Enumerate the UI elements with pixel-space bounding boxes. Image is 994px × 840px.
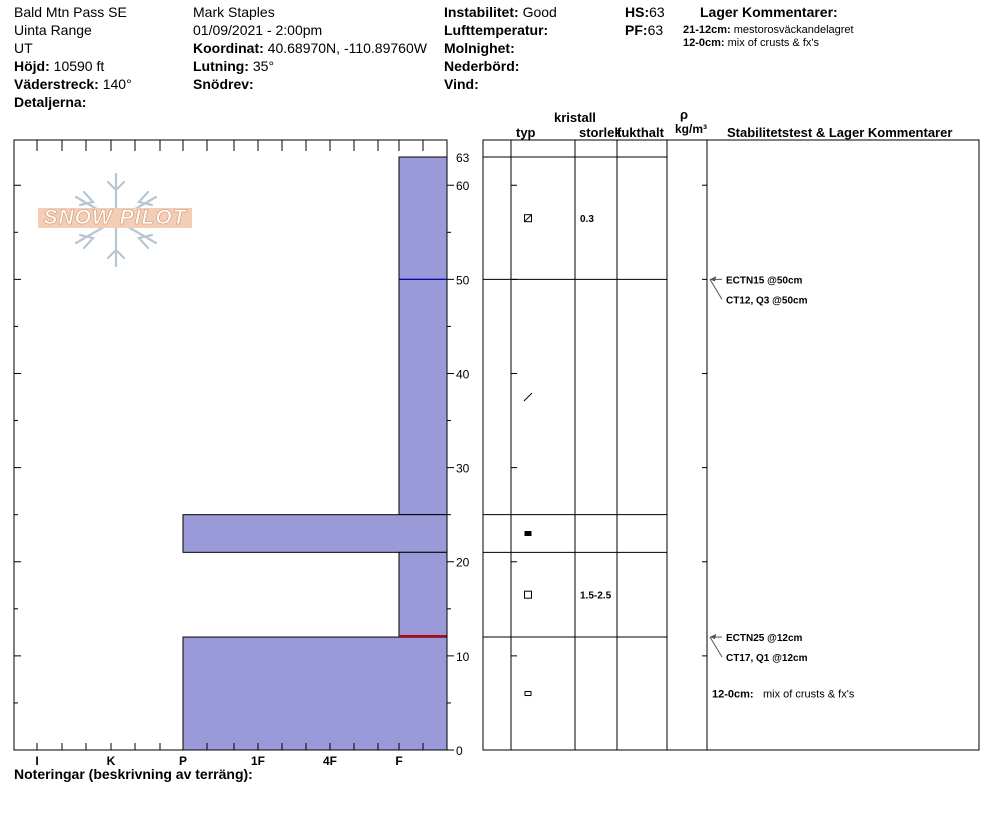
observer: Mark Staples bbox=[193, 4, 275, 20]
layer-comment-2-text: mix of crusts & fx's bbox=[727, 37, 819, 49]
instability-label: Instabilitet: bbox=[444, 4, 519, 20]
instability-value: Good bbox=[522, 4, 557, 20]
state: UT bbox=[14, 40, 33, 56]
layer-comment-2-range: 12-0cm: bbox=[683, 37, 725, 49]
wind-label: Vind: bbox=[444, 76, 479, 92]
aspect-value: 140° bbox=[102, 76, 132, 92]
pf-value: 63 bbox=[647, 22, 664, 38]
y-tick-label: 20 bbox=[456, 555, 470, 570]
col-stability: Stabilitetstest & Lager Kommentarer bbox=[727, 125, 953, 140]
col-moisture: fukthalt bbox=[617, 125, 664, 140]
coordinates-label: Koordinat: bbox=[193, 40, 264, 56]
air-temp-label: Lufttemperatur: bbox=[444, 22, 549, 38]
stability-test-label: CT17, Q1 @12cm bbox=[726, 653, 808, 665]
elevation-value: 10590 ft bbox=[53, 58, 105, 74]
elevation-label: Höjd: bbox=[14, 58, 50, 74]
layer-bar bbox=[399, 157, 447, 279]
layer-bar bbox=[183, 637, 447, 750]
slope-value: 35° bbox=[252, 58, 275, 74]
grain-size-label: 0.3 bbox=[580, 214, 594, 226]
layer-comment-range: 12-0cm: bbox=[712, 688, 754, 701]
y-tick-label: 0 bbox=[456, 744, 463, 758]
y-tick-label: 63 bbox=[456, 151, 470, 165]
layer-comment-1-text: mestorosväckandelagret bbox=[733, 24, 854, 36]
y-tick-label: 10 bbox=[456, 649, 470, 664]
precip-label: Nederbörd: bbox=[444, 58, 520, 74]
layer-bar bbox=[183, 515, 447, 553]
details-label: Detaljerna: bbox=[14, 94, 87, 110]
grain-size-label: 1.5-2.5 bbox=[580, 590, 612, 602]
stability-test-label: ECTN15 @50cm bbox=[726, 275, 803, 287]
mountain-range: Uinta Range bbox=[14, 22, 92, 38]
col-size: storlek bbox=[579, 125, 622, 140]
col-rho: ρ bbox=[680, 107, 689, 122]
pf-label: PF: bbox=[625, 22, 648, 38]
slope-label: Lutning: bbox=[193, 58, 249, 74]
layer-bar bbox=[399, 552, 447, 637]
wind-loading-label: Snödrev: bbox=[193, 76, 254, 92]
coordinates-value: 40.68970N, -110.89760W bbox=[267, 40, 427, 56]
test-arrow bbox=[710, 279, 722, 299]
y-tick-label: 30 bbox=[456, 461, 470, 476]
layer-comment-text: mix of crusts & fx's bbox=[763, 688, 855, 701]
location-name: Bald Mtn Pass SE bbox=[14, 4, 127, 20]
y-tick-label: 50 bbox=[456, 273, 470, 288]
layer-comment-1-range: 21-12cm: bbox=[683, 24, 731, 36]
col-crystal: kristall bbox=[554, 110, 596, 125]
y-tick-label: 60 bbox=[456, 179, 470, 194]
hardness-label: 4F bbox=[322, 754, 338, 768]
grain-precipitation-icon bbox=[524, 393, 532, 401]
datetime: 01/09/2021 - 2:00pm bbox=[193, 22, 323, 38]
hardness-label: K bbox=[106, 754, 116, 768]
layer-bar bbox=[399, 279, 447, 514]
hs-value: 63 bbox=[649, 4, 665, 20]
stability-test-label: ECTN25 @12cm bbox=[726, 633, 803, 645]
sky-label: Molnighet: bbox=[444, 40, 515, 56]
hardness-label: P bbox=[178, 754, 188, 768]
grain-faceted-icon bbox=[525, 591, 532, 598]
aspect-label: Väderstreck: bbox=[14, 76, 99, 92]
col-type: typ bbox=[516, 125, 536, 140]
stability-test-label: CT12, Q3 @50cm bbox=[726, 295, 808, 307]
layer-comments-title: Lager Kommentarer: bbox=[700, 4, 838, 20]
grain-crust-icon bbox=[525, 531, 532, 536]
hardness-label: I bbox=[35, 754, 39, 768]
terrain-notes-label: Noteringar (beskrivning av terräng): bbox=[14, 766, 253, 782]
col-density-unit: kg/m³ bbox=[675, 122, 708, 136]
hs-label: HS: bbox=[625, 4, 650, 20]
y-tick-label: 40 bbox=[456, 367, 470, 382]
test-arrow bbox=[710, 637, 722, 657]
logo-text: SNOW PILOT bbox=[43, 206, 187, 229]
hardness-label: 1F bbox=[250, 754, 266, 768]
hardness-label: F bbox=[395, 754, 403, 768]
grain-mixed-icon bbox=[525, 692, 531, 696]
grain-diagonal bbox=[525, 215, 531, 221]
